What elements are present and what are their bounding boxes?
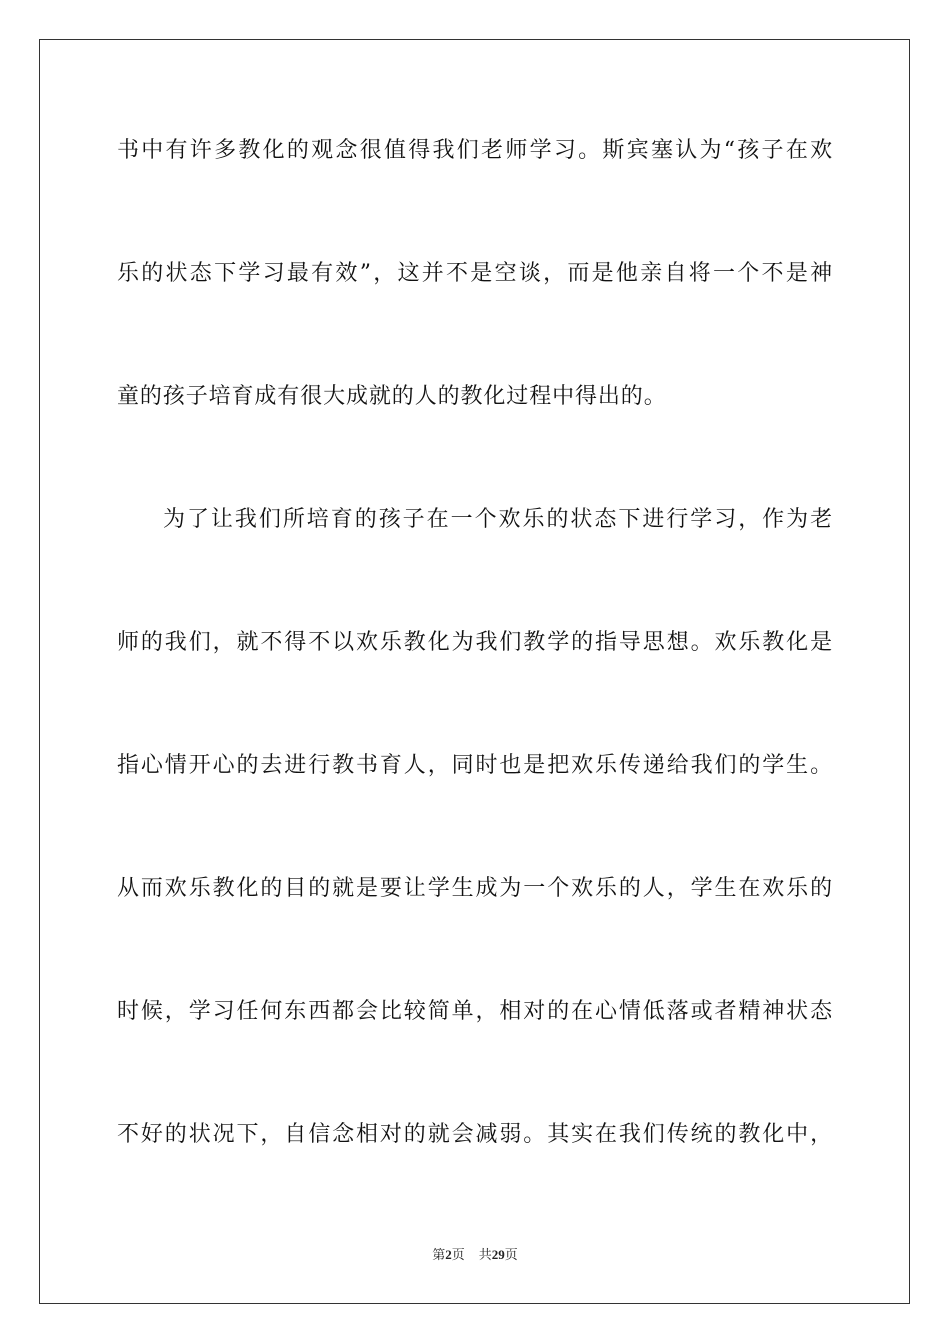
footer-page-number: 2 — [445, 1247, 452, 1262]
body-line-9: 不好的状况下，自信念相对的就会减弱。其实在我们传统的教化中， — [117, 1122, 833, 1147]
body-line-5: 师的我们，就不得不以欢乐教化为我们教学的指导思想。欢乐教化是 — [117, 630, 833, 655]
footer-page-prefix: 第 — [432, 1248, 446, 1263]
page-border — [39, 39, 910, 1304]
page-footer — [0, 1246, 950, 1265]
body-line-2: 乐的状态下学习最有效”，这并不是空谈，而是他亲自将一个不是神 — [117, 261, 833, 286]
body-line-7: 从而欢乐教化的目的就是要让学生成为一个欢乐的人，学生在欢乐的 — [117, 876, 833, 901]
body-line-4: 为了让我们所培育的孩子在一个欢乐的状态下进行学习，作为老 — [163, 507, 833, 532]
body-line-8: 时候，学习任何东西都会比较简单，相对的在心情低落或者精神状态 — [117, 999, 833, 1024]
body-line-3: 童的孩子培育成有很大成就的人的教化过程中得出的。 — [117, 384, 667, 409]
footer-total-pages: 29 — [491, 1247, 505, 1262]
body-line-6: 指心情开心的去进行教书育人，同时也是把欢乐传递给我们的学生。 — [117, 753, 833, 778]
footer-total-prefix: 共 — [478, 1248, 492, 1263]
footer-total-suffix: 页 — [504, 1248, 518, 1263]
body-line-1: 书中有许多教化的观念很值得我们老师学习。斯宾塞认为“孩子在欢 — [117, 138, 833, 163]
footer-page-suffix: 页 — [451, 1248, 465, 1263]
